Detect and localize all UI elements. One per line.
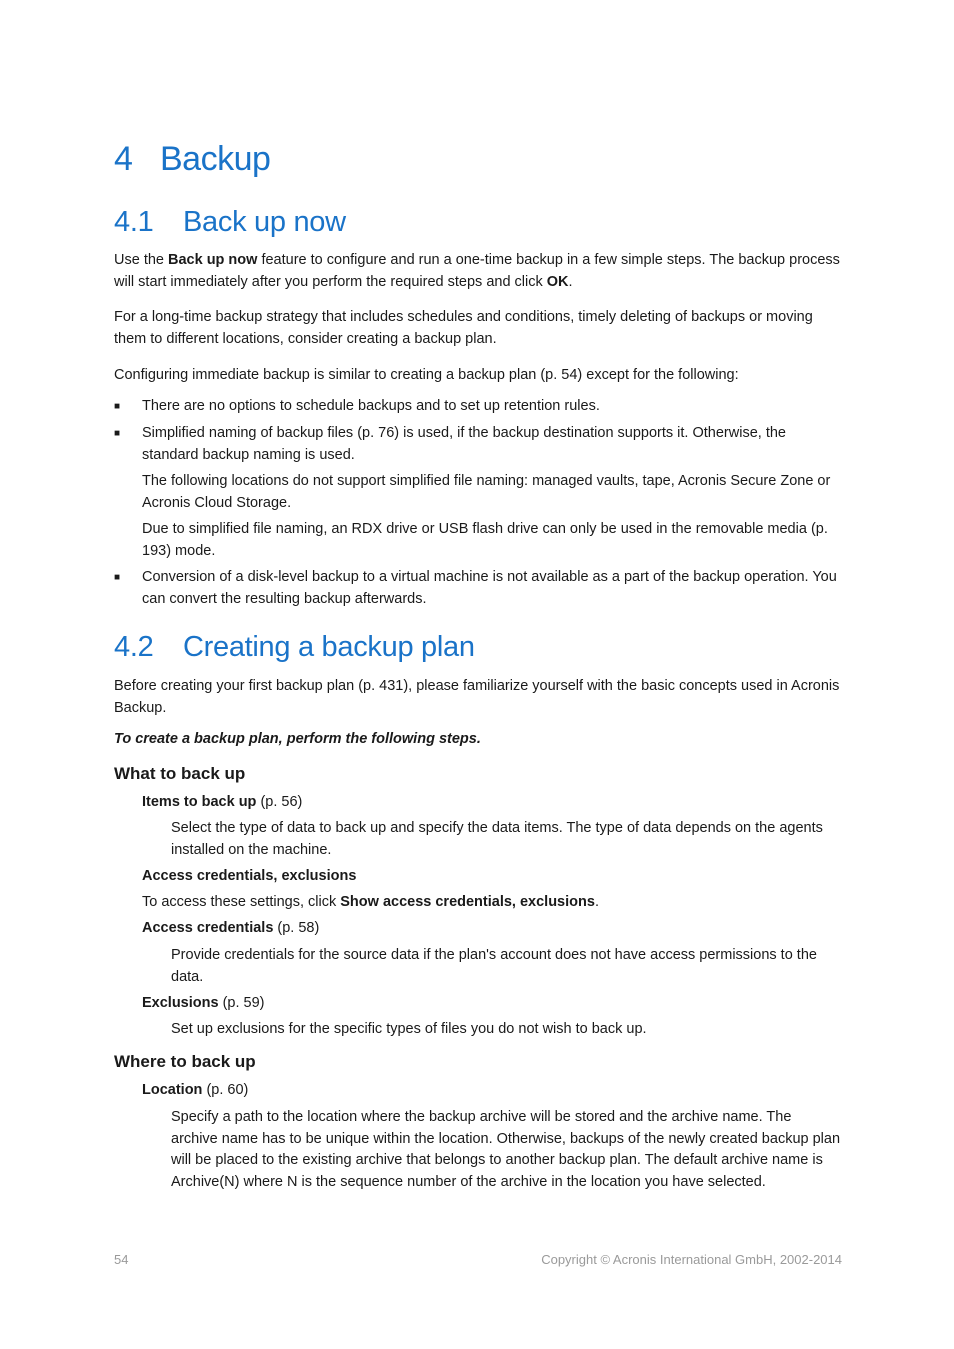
paragraph-back-up-now-intro: Use the Back up now feature to configure and run a one-time backup in a few simple steps. The backup process will start immediately after you perform the required steps and click OK. [114, 252, 840, 290]
term-access-credentials-exclusions: Access credentials, exclusions [142, 868, 357, 884]
section-title: Back up now [183, 206, 346, 238]
term-location: Location (p. 60) [142, 1082, 249, 1098]
term-ok: OK [546, 273, 569, 290]
term-back-up-now: Back up now [168, 252, 258, 268]
section-4-2-heading [114, 631, 475, 664]
section-title: Creating a backup plan [183, 631, 475, 663]
page-footer [114, 1252, 842, 1267]
chapter-heading [114, 140, 270, 179]
paragraph-immediate-backup: Configuring immediate backup is similar to creating a backup plan (p. 54) except for the following: [114, 367, 739, 383]
description-exclusions: Set up exclusions for the specific types of files you do not wish to back up. [171, 1021, 647, 1037]
chapter-title: Backup [160, 140, 271, 178]
section-number: 4.2 [114, 631, 154, 663]
bullet-marker-icon: ■ [114, 572, 121, 583]
page-number: 54 [114, 1252, 129, 1267]
description-access-credentials: Provide credentials for the source data if the plan's account does not have access permissions to the data. [171, 947, 817, 985]
term-exclusions: Exclusions (p. 59) [142, 995, 265, 1011]
procedure-lead: To create a backup plan, perform the following steps. [114, 731, 481, 747]
paragraph-long-time-strategy: For a long-time backup strategy that includes schedules and conditions, timely deleting of backups or moving them to different locations, consider creating a backup plan. [114, 309, 813, 347]
bullet-subparagraph: The following locations do not support simplified file naming: managed vaults, tape, Acronis Secure Zone or Acronis Cloud Storage. [142, 473, 831, 511]
term-access-credentials: Access credentials (p. 58) [142, 920, 320, 936]
section-number: 4.1 [114, 206, 154, 238]
section-4-1-heading [114, 206, 346, 239]
copyright-notice: Copyright © Acronis International GmbH, 2002-2014 [541, 1252, 842, 1267]
bullet-marker-icon: ■ [114, 428, 121, 439]
paragraph-before-creating: Before creating your first backup plan (p. 431), please familiarize yourself with the basic concepts used in Acronis Backup. [114, 678, 840, 716]
bullet-marker-icon: ■ [114, 401, 121, 412]
subheading-where-to-back-up: Where to back up [114, 1052, 256, 1071]
description-items-to-back-up: Select the type of data to back up and specify the data items. The type of data depends on the agents installed on the machine. [171, 820, 823, 858]
chapter-number: 4 [114, 140, 133, 178]
description-location: Specify a path to the location where the backup archive will be stored and the archive name. The archive name has to be unique within the location. Otherwise, backups of the newly created backup plan will be placed to the existing archive that belongs to another backup plan. The default archive name is Archive(N) where N is the sequence number of the archive in the location you have selected. [171, 1109, 841, 1190]
description-access-settings: To access these settings, click Show access credentials, exclusions. [142, 894, 599, 910]
bullet-subparagraph: Due to simplified file naming, an RDX drive or USB flash drive can only be used in the removable media (p. 193) mode. [142, 521, 828, 559]
subheading-what-to-back-up: What to back up [114, 764, 246, 783]
term-items-to-back-up: Items to back up (p. 56) [142, 794, 303, 810]
